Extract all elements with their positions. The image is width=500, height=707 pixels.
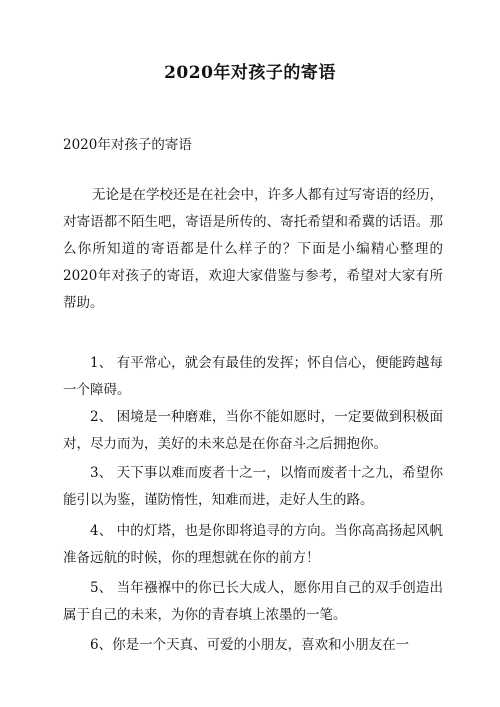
message-item-1: 1、 有平常心，就会有最佳的发挥；怀自信心，便能跨越每一个障碍。 — [63, 355, 443, 398]
message-item-5: 5、 当年襁褓中的你已长大成人，愿你用自己的双手创造出属于自己的未来，为你的青春填上浓墨的一笔。 — [63, 580, 443, 623]
message-item-3: 3、 天下事以难而废者十之一，以惰而废者十之九，希望你能引以为鉴，谨防惰性，知难而进，走好人生的路。 — [63, 465, 443, 508]
message-item-2: 2、 困境是一种磨难，当你不能如愿时，一定要做到积极面对，尽力而为，美好的未来总是在你奋斗之后拥抱你。 — [63, 409, 443, 452]
document-subtitle: 2020年对孩子的寄语 — [63, 137, 192, 153]
intro-paragraph: 无论是在学校还是在社会中，许多人都有过写寄语的经历，对寄语都不陌生吧，寄语是所传的、寄托希望和希冀的话语。那么你所知道的寄语都是什么样子的？下面是小编精心整理的2020年对孩子的寄语，欢迎大家借鉴与参考，希望对大家有所帮助。 — [63, 187, 443, 311]
message-item-4: 4、 中的灯塔，也是你即将追寻的方向。当你高高扬起风帆准备远航的时候，你的理想就在你的前方！ — [63, 523, 443, 566]
message-item-6: 6、你是一个天真、可爱的小朋友，喜欢和小朋友在一 — [90, 637, 410, 653]
document-title: 2020年对孩子的寄语 — [164, 63, 336, 83]
